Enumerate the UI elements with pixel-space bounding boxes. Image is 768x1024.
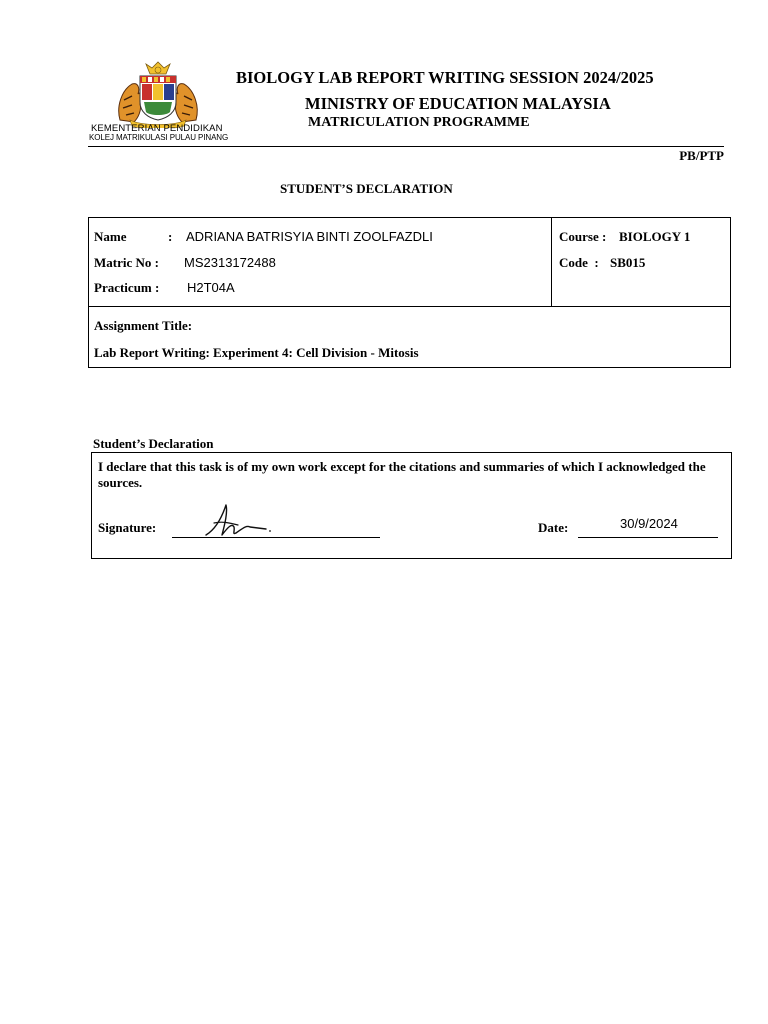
signature-label: Signature:	[98, 520, 157, 535]
organization-name: KEMENTERIAN PENDIDIKAN	[91, 123, 223, 134]
declaration-box	[91, 452, 732, 559]
malaysia-coat-of-arms-icon	[112, 60, 204, 128]
matric-label: Matric No :	[94, 255, 159, 270]
declaration-text: I declare that this task is of my own work except for the citations and summaries of which I acknowledged the sources.	[98, 459, 706, 490]
name-label: Name	[94, 229, 127, 244]
declaration-heading: Student’s Declaration	[93, 436, 214, 451]
course-label: Course :	[559, 229, 607, 244]
ministry-title: MINISTRY OF EDUCATION MALAYSIA	[305, 94, 611, 113]
code-value: SB015	[610, 255, 646, 270]
student-info-table	[88, 217, 731, 368]
document-title: BIOLOGY LAB REPORT WRITING SESSION 2024/2025	[236, 68, 654, 87]
date-value: 30/9/2024	[620, 516, 678, 531]
document-code: PB/PTP	[679, 148, 724, 163]
handwritten-signature-icon	[202, 501, 277, 541]
matric-value: MS2313172488	[184, 255, 276, 270]
course-value: BIOLOGY 1	[619, 229, 691, 244]
name-value: ADRIANA BATRISYIA BINTI ZOOLFAZDLI	[186, 229, 433, 244]
programme-title: MATRICULATION PROGRAMME	[308, 115, 530, 130]
date-line	[578, 537, 718, 538]
practicum-label: Practicum :	[94, 280, 160, 295]
date-label: Date:	[538, 520, 569, 535]
assignment-title-value: Lab Report Writing: Experiment 4: Cell Division - Mitosis	[94, 345, 419, 360]
code-label: Code :	[559, 255, 599, 270]
name-colon: :	[168, 229, 173, 244]
practicum-value: H2T04A	[187, 280, 235, 295]
table-vertical-divider	[551, 218, 552, 306]
section-heading: STUDENT’S DECLARATION	[280, 181, 453, 196]
organization-subtitle: KOLEJ MATRIKULASI PULAU PINANG	[89, 133, 229, 142]
assignment-title-label: Assignment Title:	[94, 318, 193, 333]
table-horizontal-divider	[89, 306, 730, 307]
header-divider	[88, 146, 724, 147]
